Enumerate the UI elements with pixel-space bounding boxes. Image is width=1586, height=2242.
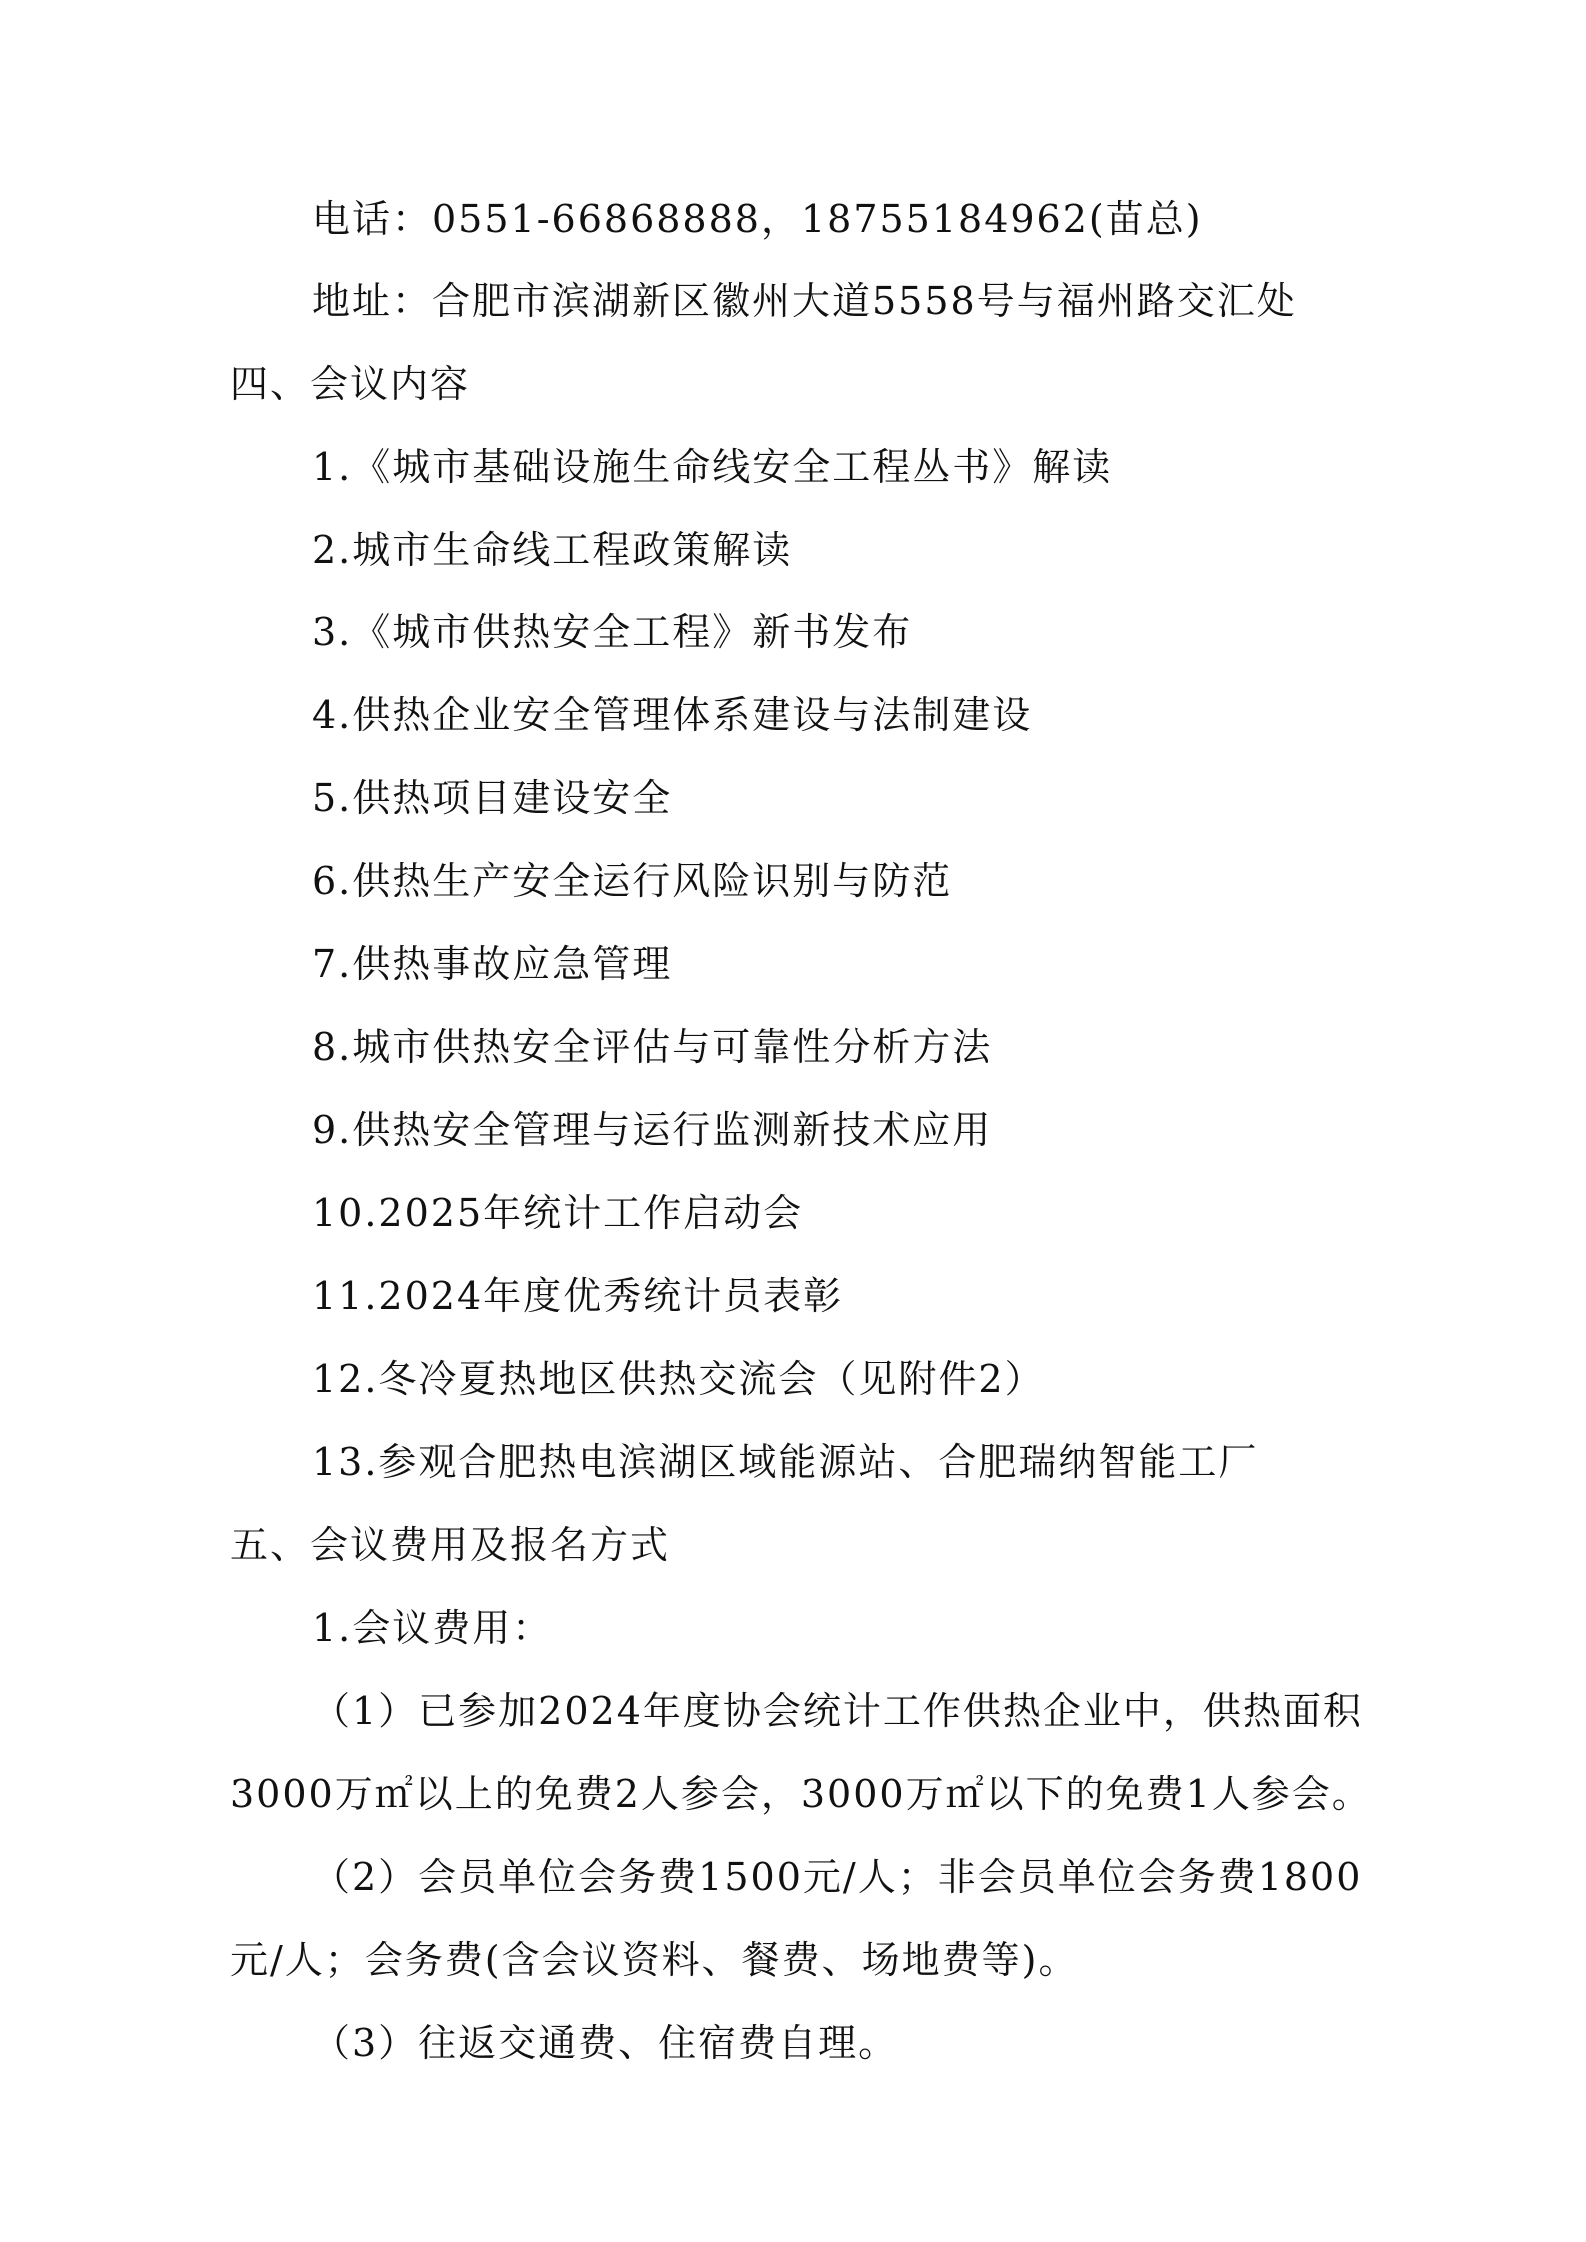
fee-paragraph-2-line-2: 元/人；会务费(含会议资料、餐费、场地费等)。 <box>230 1938 1079 1982</box>
agenda-item-2: 2.城市生命线工程政策解读 <box>312 528 793 572</box>
agenda-item-6: 6.供热生产安全运行风险识别与防范 <box>312 859 953 903</box>
agenda-item-4: 4.供热企业安全管理体系建设与法制建设 <box>312 693 1033 737</box>
agenda-item-1: 1.《城市基础设施生命线安全工程丛书》解读 <box>312 445 1113 489</box>
fee-paragraph-2-line-1: （2）会员单位会务费1500元/人；非会员单位会务费1800 <box>312 1855 1363 1899</box>
agenda-item-5: 5.供热项目建设安全 <box>312 776 673 820</box>
agenda-item-12: 12.冬冷夏热地区供热交流会（见附件2） <box>312 1357 1045 1401</box>
contact-address: 地址：合肥市滨湖新区徽州大道5558号与福州路交汇处 <box>312 279 1297 323</box>
section-4-heading: 四、会议内容 <box>230 362 471 406</box>
fee-paragraph-1-line-1: （1）已参加2024年度协会统计工作供热企业中，供热面积 <box>312 1689 1363 1733</box>
fee-paragraph-3: （3）往返交通费、住宿费自理。 <box>312 2021 899 2065</box>
agenda-item-10: 10.2025年统计工作启动会 <box>312 1191 804 1235</box>
fee-paragraph-1-line-2: 3000万㎡以上的免费2人参会，3000万㎡以下的免费1人参会。 <box>230 1772 1372 1816</box>
section-5-heading: 五、会议费用及报名方式 <box>230 1523 671 1567</box>
agenda-item-11: 11.2024年度优秀统计员表彰 <box>312 1274 844 1318</box>
contact-phone: 电话：0551-66868888，18755184962(苗总) <box>312 197 1203 241</box>
agenda-item-8: 8.城市供热安全评估与可靠性分析方法 <box>312 1025 993 1069</box>
agenda-item-13: 13.参观合肥热电滨湖区域能源站、合肥瑞纳智能工厂 <box>312 1440 1259 1484</box>
agenda-item-7: 7.供热事故应急管理 <box>312 942 673 986</box>
fee-title: 1.会议费用： <box>312 1606 553 1650</box>
agenda-item-9: 9.供热安全管理与运行监测新技术应用 <box>312 1108 993 1152</box>
agenda-item-3: 3.《城市供热安全工程》新书发布 <box>312 610 913 654</box>
